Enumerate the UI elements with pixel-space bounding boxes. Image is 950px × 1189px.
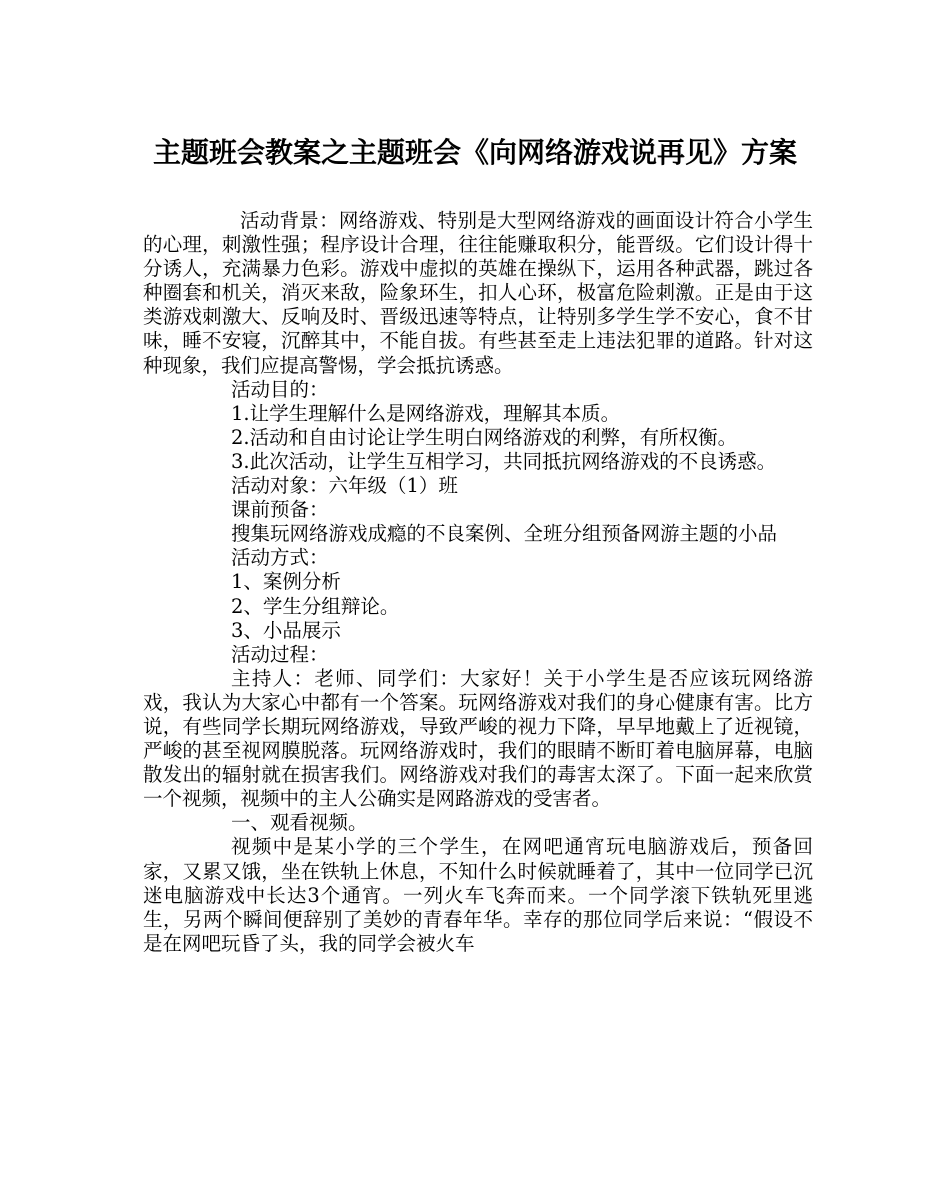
paragraph-goal-heading: 活动目的： (231, 377, 329, 401)
paragraph-prep-heading: 课前预备： (231, 498, 329, 522)
paragraph-method-3: 3、小品展示 (231, 618, 341, 642)
paragraph-target: 活动对象：六年级（1）班 (231, 474, 458, 498)
document-body (143, 209, 813, 956)
paragraph-goal-3: 3.此次活动，让学生互相学习，共同抵抗网络游戏的不良诱惑。 (231, 449, 777, 473)
paragraph-section-1: 一、观看视频。 (231, 811, 368, 835)
paragraph-prep: 搜集玩网络游戏成瘾的不良案例、全班分组预备网游主题的小品 (231, 522, 778, 546)
document-title: 主题班会教案之主题班会《向网络游戏说再见》方案 (152, 136, 797, 169)
paragraph-host-speech: 主持人：老师、同学们：大家好！关于小学生是否应该玩网络游戏，我认为大家心中都有一个答案。玩网络游戏对我们的身心健康有害。比方说，有些同学长期玩网络游戏，导致严峻的视力下降，早早地戴上了近视镜，严峻的甚至视网膜脱落。玩网络游戏时，我们的眼睛不断盯着电脑屏幕，电脑散发出的辐射就在损害我们。网络游戏对我们的毒害太深了。下面一起来欣赏一个视频，视频中的主人公确实是网路游戏的受害者。 (143, 666, 813, 811)
paragraph-process-heading: 活动过程： (231, 642, 329, 666)
paragraph-method-heading: 活动方式： (231, 546, 329, 570)
paragraph-method-1: 1、案例分析 (231, 570, 341, 594)
paragraph-goal-2: 2.活动和自由讨论让学生明白网络游戏的利弊，有所权衡。 (231, 425, 738, 449)
paragraph-goal-1: 1.让学生理解什么是网络游戏，理解其本质。 (231, 401, 621, 425)
paragraph-video: 视频中是某小学的三个学生，在网吧通宵玩电脑游戏后，预备回家，又累又饿，坐在铁轨上休息，不知什么时候就睡着了，其中一位同学已沉迷电脑游戏中长达3个通宵。一列火车飞奔而来。一个同学滚下铁轨死里逃生，另两个瞬间便辞别了美妙的青春年华。幸存的那位同学后来说：“假设不是在网吧玩昏了头，我的同学会被火车 (143, 835, 813, 955)
paragraph-method-2: 2、学生分组辩论。 (231, 594, 400, 618)
paragraph-background: 活动背景：网络游戏、特别是大型网络游戏的画面设计符合小学生的心理，刺激性强；程序设计合理，往往能赚取积分，能晋级。它们设计得十分诱人，充满暴力色彩。游戏中虚拟的英雄在操纵下，运用各种武器，跳过各种圈套和机关，消灭来敌，险象环生，扣人心环，极富危险刺激。正是由于这类游戏刺激大、反响及时、晋级迅速等特点，让特别多学生学不安心，食不甘味，睡不安寝，沉醉其中，不能自拔。有些甚至走上违法犯罪的道路。针对这种现象，我们应提高警惕，学会抵抗诱惑。 (143, 209, 813, 377)
